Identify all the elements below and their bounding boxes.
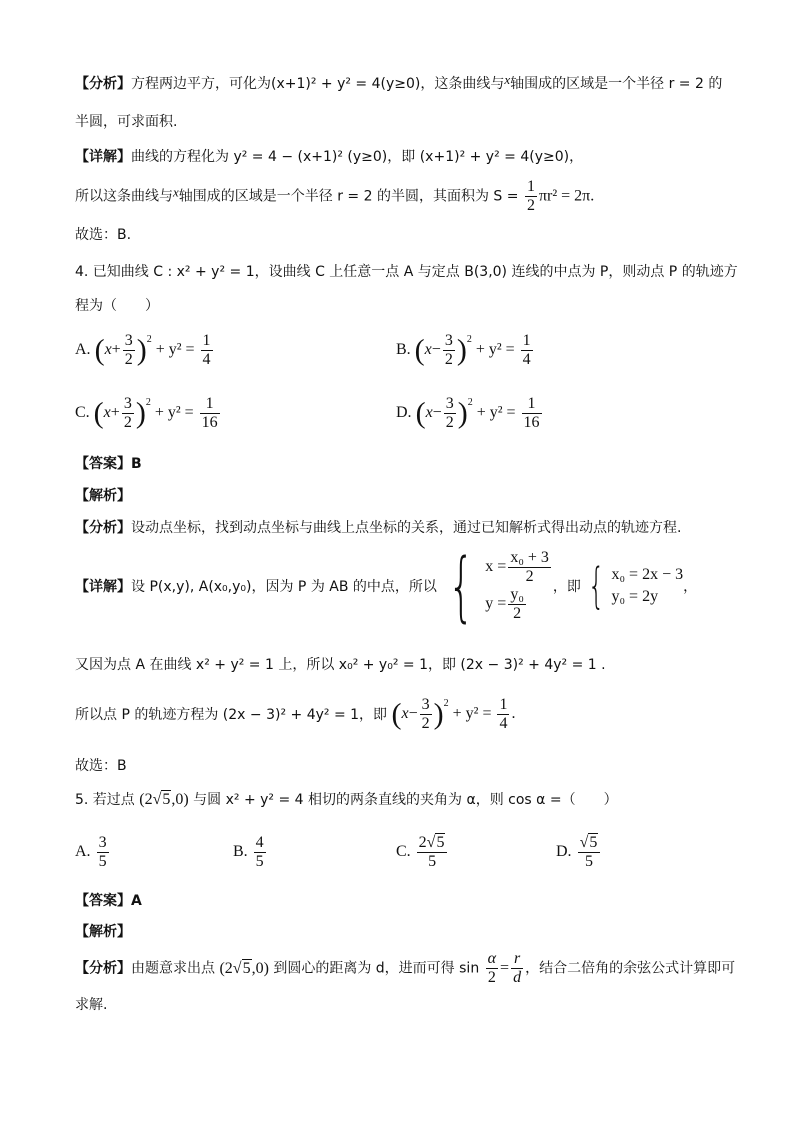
q4-option-b[interactable]: B. (x− $\frac{3}{2}$ )$^2$ + y² = $\frac{1}{4}$ — [396, 332, 531, 368]
q4-detail-line2: 又因为点 A 在曲线 x² + y² = 1 上，所以 x₀² + y₀² = 1，即 (2x − 3)² + 4y² = 1 . — [75, 657, 606, 673]
q5-analysis-line1: 【分析】由题意求出点 (2√5,0) 到圆心的距离为 d，进而可得 sin $\frac{\alpha}{2}$ = $\frac{r}{d}$ ，结合二倍角的余弦公式计算即可 — [75, 950, 736, 986]
q4-option-a[interactable]: A. (x+ $\frac{3}{2}$ )$^2$ + y² = $\frac{1}{4}$ — [75, 332, 211, 368]
q4-option-c[interactable]: C. (x+ $\frac{3}{2}$ )$^2$ + y² = $\frac{1}{16}$ — [75, 395, 218, 431]
q5-option-a[interactable]: A. $\frac{3}{5}$ — [75, 834, 107, 870]
equation-system-2: x₀ = 2x − 3 y₀ = 2y — [611, 566, 684, 605]
q5-analysis-line2: 求解. — [75, 997, 108, 1013]
q4-stem-line2: 程为（ ） — [75, 298, 159, 314]
q4-jiexi: 【解析】 — [75, 488, 131, 504]
q5-stem: 5. 若过点 (2√5,0) 与圆 x² + y² = 4 相切的两条直线的夹角为 α，则 cos α =（ ） — [75, 791, 618, 808]
q3-analysis-line2: 半圆，可求面积. — [75, 114, 178, 130]
q3-detail-line2: 所以这条曲线与x轴围成的区域是一个半径 r = 2 的半圆，其面积为 S = $\frac{1}{2}$ πr² = 2π. — [75, 178, 595, 214]
equation-system-1: x = $\frac{\text{x₀ + 3}}{2}$ y = $\frac{\text{y₀}}{2}$ — [485, 549, 549, 622]
q5-option-d[interactable]: D. $\frac{√5}{5}$ — [556, 834, 602, 871]
q4-choice: 故选：B — [75, 758, 127, 774]
q5-option-b[interactable]: B. $\frac{4}{5}$ — [233, 834, 264, 870]
q5-option-c[interactable]: C. $\frac{2√5}{5}$ — [396, 834, 449, 871]
q5-answer: 【答案】A — [75, 893, 142, 909]
q4-detail-line3: 所以点 P 的轨迹方程为 (2x − 3)² + 4y² = 1，即 (x− $\frac{3}{2}$ )$^2$ + y² = $\frac{1}{4}$ . — [75, 696, 516, 732]
q3-detail-line1: 【详解】曲线的方程化为 y² = 4 − (x+1)² (y≥0)，即 (x+1)² + y² = 4(y≥0)， — [75, 149, 584, 165]
q4-analysis: 【分析】设动点坐标，找到动点坐标与曲线上点坐标的关系，通过已知解析式得出动点的轨迹方程. — [75, 520, 682, 536]
q3-analysis-line1: 【分析】方程两边平方，可化为(x+1)² + y² = 4(y≥0)，这条曲线与x轴围成的区域是一个半径 r = 2 的 — [75, 72, 723, 92]
q4-option-d[interactable]: D. (x− $\frac{3}{2}$ )$^2$ + y² = $\frac{1}{16}$ — [396, 395, 540, 431]
q5-jiexi: 【解析】 — [75, 924, 131, 940]
q4-answer: 【答案】B — [75, 456, 142, 472]
q4-stem-line1: 4. 已知曲线 C : x² + y² = 1，设曲线 C 上任意一点 A 与定点 B(3,0) 连线的中点为 P，则动点 P 的轨迹方 — [75, 264, 738, 280]
half-fraction: $\frac{1}{2}$ — [526, 178, 535, 214]
q4-detail-line1: 【详解】设 P(x,y), A(x₀,y₀)，因为 P 为 AB 的中点，所以 { x = $\frac{\text{x₀ + 3}}{2}$ y = $\frac{\text{y₀}}{2}$ ，即 { x₀ = 2x − 3 y₀ = 2y ， — [75, 541, 698, 630]
q3-choice: 故选：B. — [75, 227, 132, 243]
